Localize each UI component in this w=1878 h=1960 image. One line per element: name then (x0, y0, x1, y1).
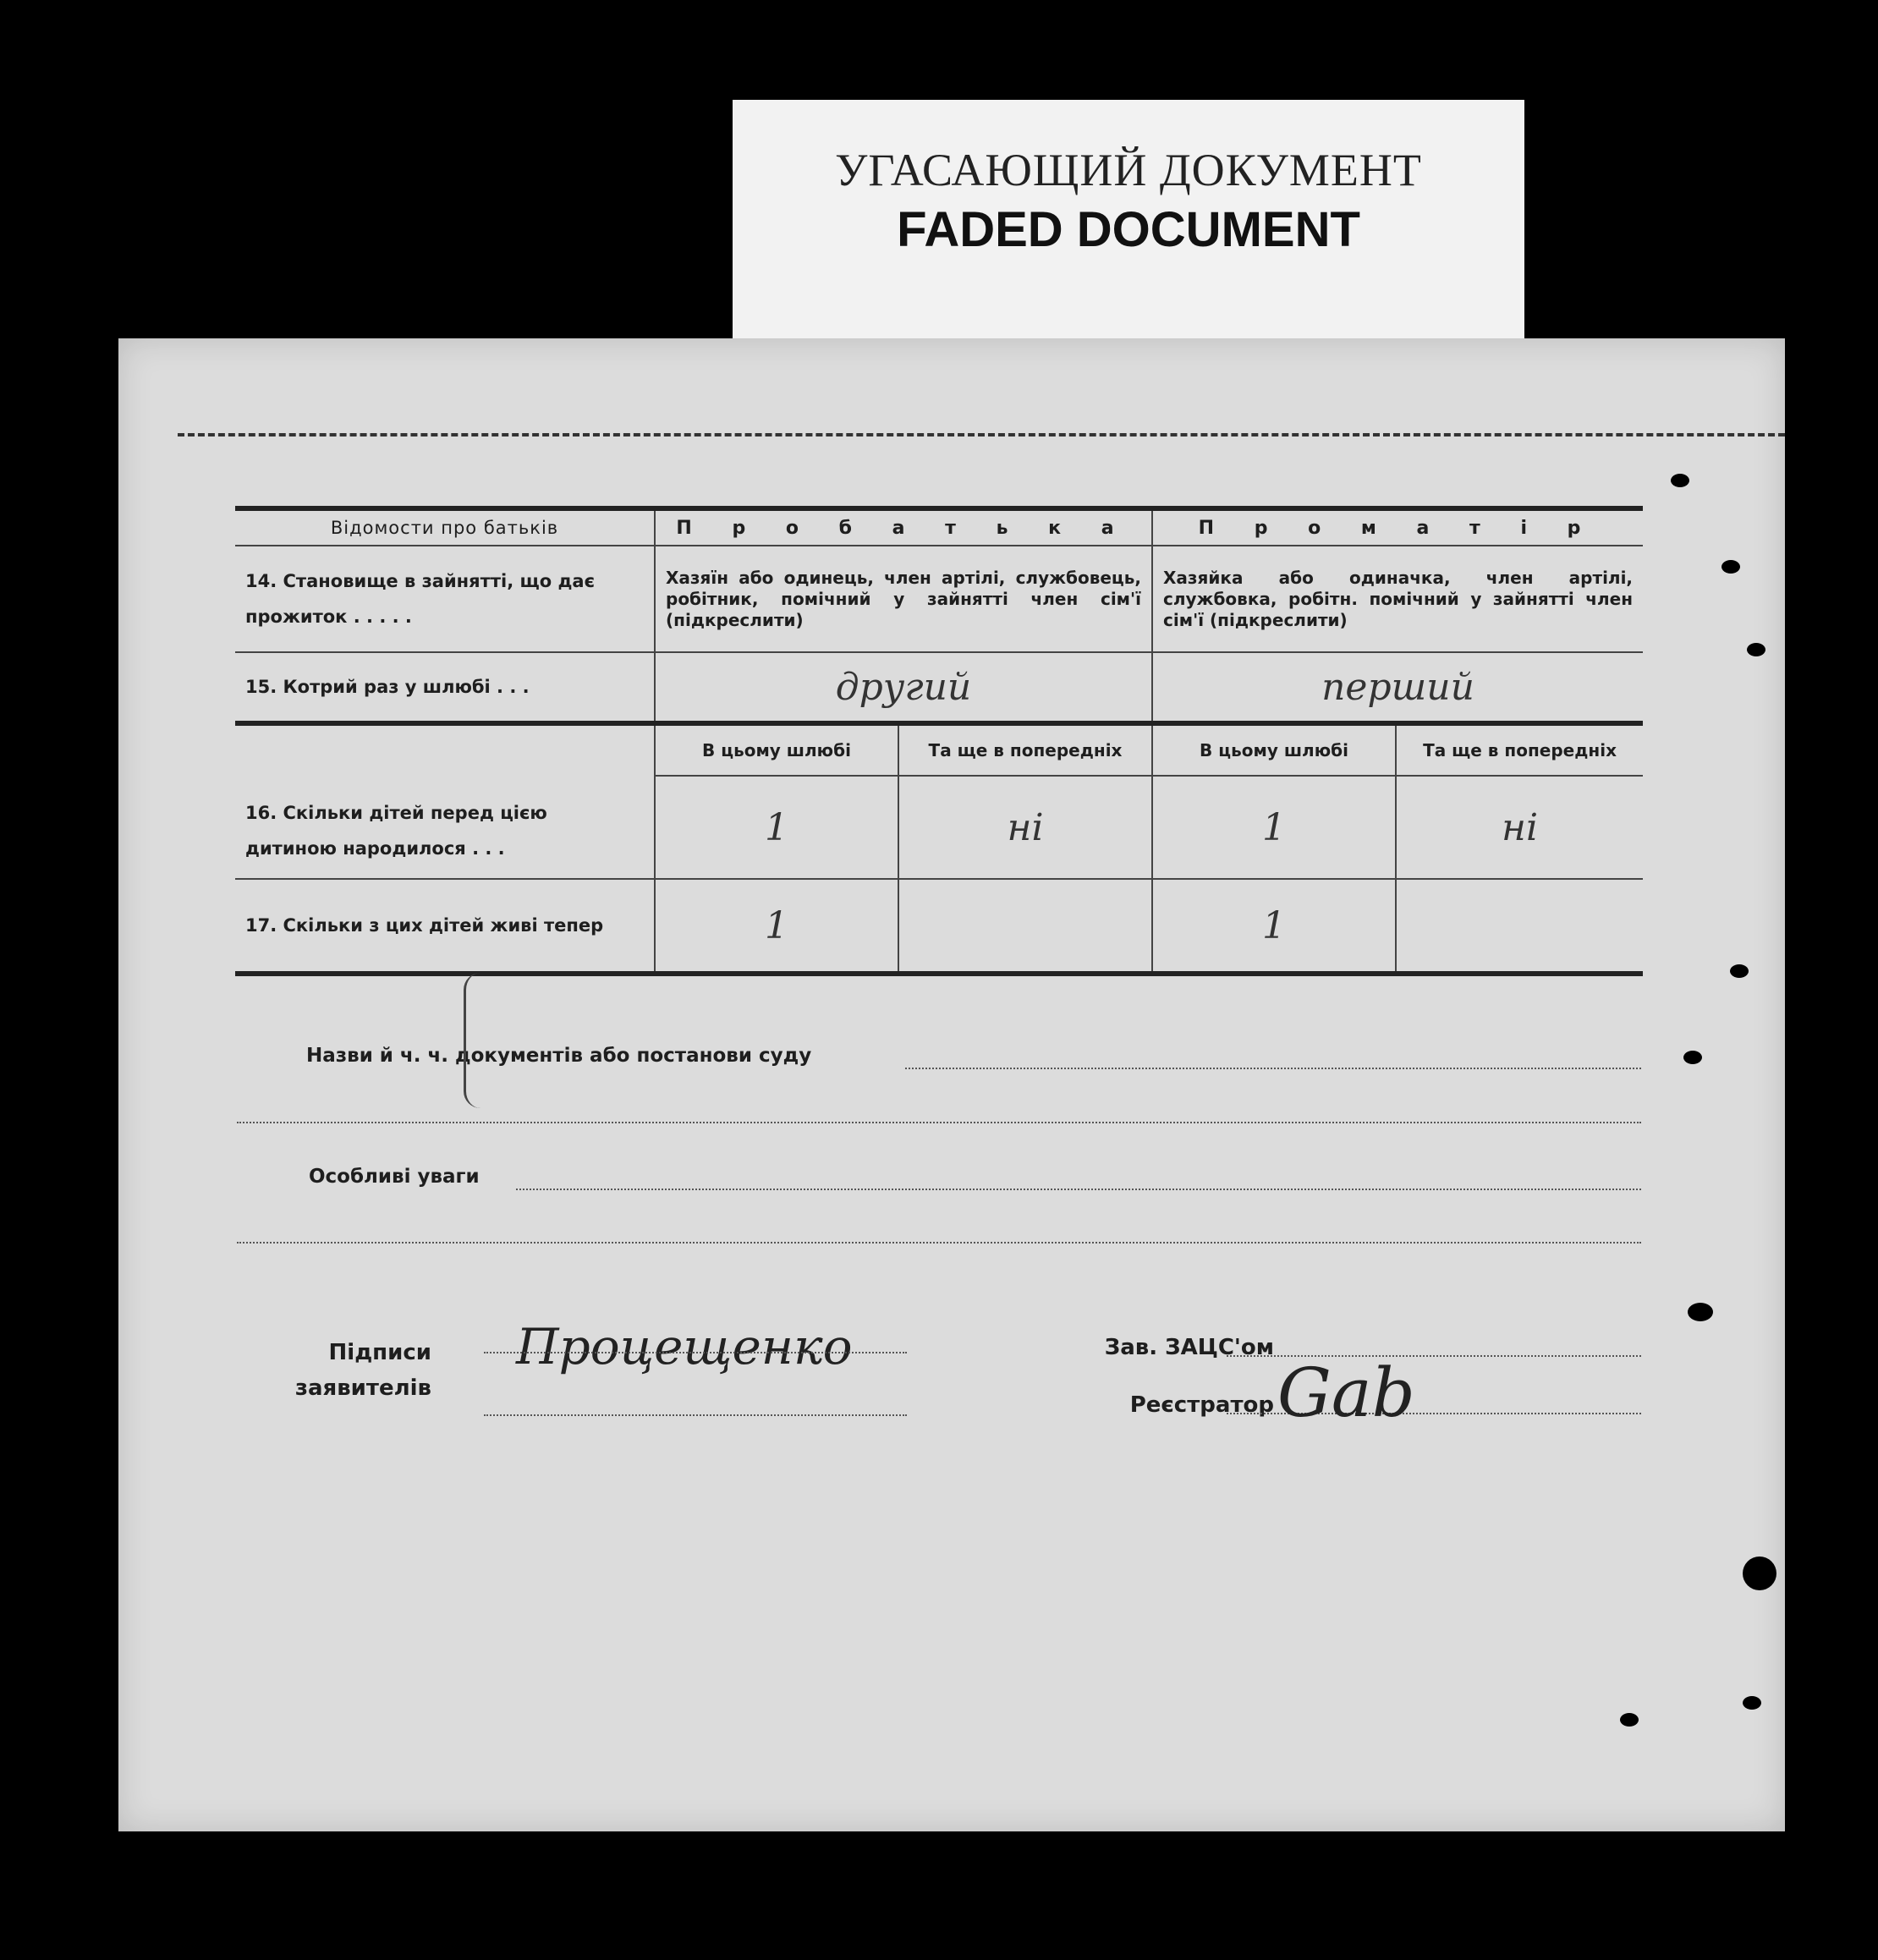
label-english: FADED DOCUMENT (897, 202, 1360, 257)
punch-hole (1620, 1713, 1639, 1727)
row16-mother-previous: ні (1396, 776, 1643, 879)
applicant-signature: Процещенко (516, 1318, 853, 1375)
faded-document-label (733, 100, 1524, 343)
parents-info-table (235, 506, 1643, 976)
applicants-signature-label: Підписи заявителів (294, 1340, 431, 1401)
form-sheet (118, 338, 1785, 1831)
punch-hole (1743, 1556, 1776, 1590)
row17-mother-current: 1 (1152, 879, 1396, 974)
punch-hole (1730, 964, 1749, 978)
row17-father-current: 1 (655, 879, 898, 974)
registrar-signature: Gab (1277, 1353, 1415, 1432)
punch-hole (1671, 474, 1689, 487)
row17-mother-previous (1396, 879, 1643, 974)
row14-label: 14. Становище в зайнятті, що дає прожиток . . . . . (235, 546, 655, 652)
row15-label: 15. Котрий раз у шлюбі . . . (235, 652, 655, 723)
header-parents-info: Відомости про батьків (235, 508, 655, 546)
label-russian: УГАСАЮЩИЙ ДОКУМЕНТ (835, 145, 1422, 195)
sub-father-previous: Та ще в попередніх (898, 723, 1152, 776)
row16-father-previous: ні (898, 776, 1152, 879)
remarks-line-2 (237, 1242, 1641, 1244)
row15-mother-value: перший (1152, 652, 1643, 723)
remarks-line-1 (516, 1189, 1641, 1190)
documents-label: Назви й ч. ч. документів або постанови суду (306, 1045, 812, 1067)
signature-brace (464, 973, 483, 1108)
sub-mother-previous: Та ще в попередніх (1396, 723, 1643, 776)
row15-father-value: другий (655, 652, 1152, 723)
punch-hole (1722, 560, 1740, 574)
row14-father: Хазяїн або одинець, член артілі, службовець, робітник, помічний у зайнятті член сім'ї (підкреслити) (655, 546, 1152, 652)
punch-hole (1688, 1303, 1713, 1321)
punch-hole (1743, 1696, 1761, 1710)
punch-hole (1683, 1051, 1702, 1064)
row17-father-previous (898, 879, 1152, 974)
sub-mother-current: В цьому шлюбі (1152, 723, 1396, 776)
row16-father-current: 1 (655, 776, 898, 879)
applicant-signature-line-1 (484, 1352, 907, 1353)
row16-mother-current: 1 (1152, 776, 1396, 879)
documents-line-2 (237, 1122, 1641, 1123)
sub-father-current: В цьому шлюбі (655, 723, 898, 776)
row16-label: 16. Скільки дітей перед цією дитиною народилося . . . (245, 803, 547, 859)
row17-label: 17. Скільки з цих дітей живі тепер (235, 879, 655, 974)
remarks-label: Особливі уваги (309, 1166, 480, 1188)
header-father: П р о б а т ь к а (655, 508, 1152, 546)
registrar-label: Реєстратор (1129, 1392, 1274, 1418)
head-zags-label: Зав. ЗАЦС'ом (1104, 1335, 1274, 1360)
punch-hole (1747, 643, 1765, 656)
row14-mother: Хазяйка або одиначка, член артілі, службовка, робітн. помічний у зайнятті член сім'ї (підкреслити) (1152, 546, 1643, 652)
applicant-signature-line-2 (484, 1414, 907, 1416)
header-mother: П р о м а т і р (1152, 508, 1643, 546)
perforation-line (178, 433, 1785, 436)
documents-line-1 (905, 1068, 1641, 1069)
